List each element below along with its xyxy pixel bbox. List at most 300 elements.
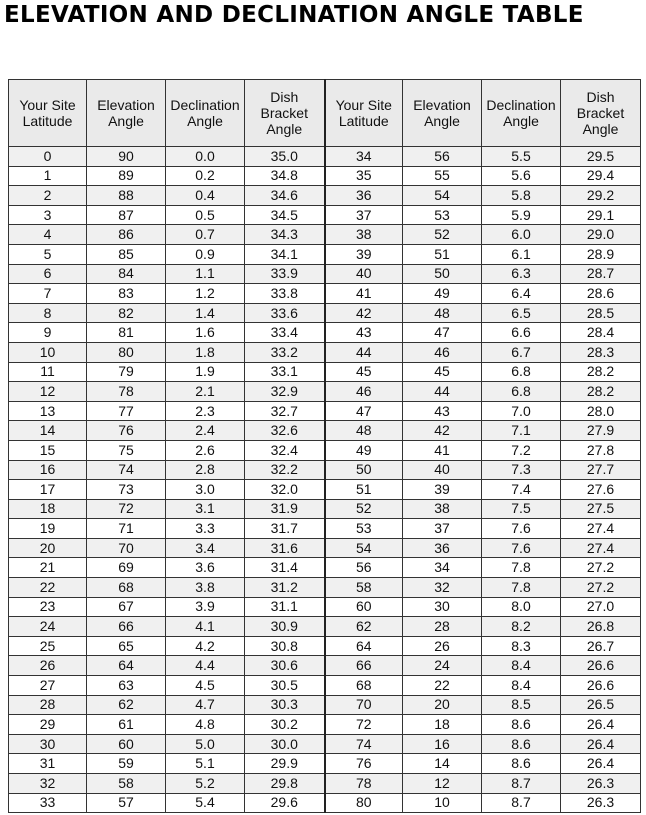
elevation-cell: 86 <box>87 225 166 245</box>
declination-cell: 1.8 <box>166 342 245 362</box>
latitude-cell: 0 <box>9 147 87 167</box>
dish-bracket-cell: 33.2 <box>245 342 325 362</box>
dish-bracket-cell: 30.2 <box>245 715 325 735</box>
header-label-line: Elevation <box>97 97 155 113</box>
latitude-cell: 80 <box>325 793 403 813</box>
header-declination-angle <box>166 80 245 147</box>
dish-bracket-cell: 28.5 <box>561 303 641 323</box>
latitude-cell: 20 <box>9 538 87 558</box>
elevation-cell: 26 <box>403 636 482 656</box>
dish-bracket-cell: 26.3 <box>561 774 641 794</box>
table-row <box>9 578 641 598</box>
table-row <box>9 382 641 402</box>
table-row <box>9 362 641 382</box>
header-label-line: Your Site <box>19 97 76 113</box>
declination-cell: 8.6 <box>482 754 561 774</box>
dish-bracket-cell: 29.1 <box>561 205 641 225</box>
declination-cell: 3.6 <box>166 558 245 578</box>
elevation-cell: 36 <box>403 538 482 558</box>
dish-bracket-cell: 29.6 <box>245 793 325 813</box>
elevation-cell: 71 <box>87 519 166 539</box>
page-title: ELEVATION AND DECLINATION ANGLE TABLE <box>4 2 584 28</box>
latitude-cell: 2 <box>9 186 87 206</box>
declination-cell: 3.0 <box>166 480 245 500</box>
dish-bracket-cell: 34.1 <box>245 244 325 264</box>
dish-bracket-cell: 34.8 <box>245 166 325 186</box>
dish-bracket-cell: 34.3 <box>245 225 325 245</box>
dish-bracket-cell: 28.7 <box>561 264 641 284</box>
header-label-line: Angle <box>108 113 144 129</box>
dish-bracket-cell: 35.0 <box>245 147 325 167</box>
latitude-cell: 9 <box>9 323 87 343</box>
declination-cell: 1.2 <box>166 284 245 304</box>
elevation-cell: 42 <box>403 421 482 441</box>
declination-cell: 5.0 <box>166 734 245 754</box>
table-row <box>9 303 641 323</box>
dish-bracket-cell: 34.5 <box>245 205 325 225</box>
latitude-cell: 5 <box>9 244 87 264</box>
dish-bracket-cell: 26.6 <box>561 656 641 676</box>
elevation-cell: 65 <box>87 636 166 656</box>
elevation-cell: 83 <box>87 284 166 304</box>
header-dish-bracket-angle-2 <box>561 80 641 147</box>
elevation-cell: 44 <box>403 382 482 402</box>
declination-cell: 8.2 <box>482 617 561 637</box>
dish-bracket-cell: 27.6 <box>561 480 641 500</box>
header-label-line: Angle <box>266 121 303 137</box>
latitude-cell: 19 <box>9 519 87 539</box>
latitude-cell: 72 <box>325 715 403 735</box>
table-row <box>9 636 641 656</box>
declination-cell: 2.4 <box>166 421 245 441</box>
latitude-cell: 46 <box>325 382 403 402</box>
dish-bracket-cell: 28.2 <box>561 382 641 402</box>
dish-bracket-cell: 28.9 <box>561 244 641 264</box>
dish-bracket-cell: 30.5 <box>245 676 325 696</box>
dish-bracket-cell: 31.4 <box>245 558 325 578</box>
dish-bracket-cell: 27.4 <box>561 519 641 539</box>
elevation-cell: 38 <box>403 499 482 519</box>
elevation-cell: 64 <box>87 656 166 676</box>
elevation-cell: 49 <box>403 284 482 304</box>
latitude-cell: 43 <box>325 323 403 343</box>
table-row <box>9 774 641 794</box>
declination-cell: 6.8 <box>482 382 561 402</box>
elevation-cell: 59 <box>87 754 166 774</box>
latitude-cell: 54 <box>325 538 403 558</box>
elevation-cell: 73 <box>87 480 166 500</box>
table-row <box>9 538 641 558</box>
elevation-cell: 60 <box>87 734 166 754</box>
header-label-line: Declination <box>486 97 556 113</box>
dish-bracket-cell: 27.2 <box>561 558 641 578</box>
elevation-cell: 43 <box>403 401 482 421</box>
dish-bracket-cell: 32.4 <box>245 440 325 460</box>
latitude-cell: 15 <box>9 440 87 460</box>
header-label-line: Bracket <box>576 105 625 121</box>
latitude-cell: 62 <box>325 617 403 637</box>
declination-cell: 7.3 <box>482 460 561 480</box>
table-row <box>9 597 641 617</box>
dish-bracket-cell: 31.2 <box>245 578 325 598</box>
latitude-cell: 13 <box>9 401 87 421</box>
elevation-cell: 84 <box>87 264 166 284</box>
latitude-cell: 33 <box>9 793 87 813</box>
dish-bracket-cell: 33.1 <box>245 362 325 382</box>
elevation-cell: 16 <box>403 734 482 754</box>
table-row <box>9 656 641 676</box>
latitude-cell: 16 <box>9 460 87 480</box>
dish-bracket-cell: 26.4 <box>561 754 641 774</box>
dish-bracket-cell: 33.9 <box>245 264 325 284</box>
dish-bracket-cell: 34.6 <box>245 186 325 206</box>
dish-bracket-cell: 29.9 <box>245 754 325 774</box>
table-header-row <box>9 80 641 147</box>
latitude-cell: 12 <box>9 382 87 402</box>
declination-cell: 8.7 <box>482 793 561 813</box>
dish-bracket-cell: 28.6 <box>561 284 641 304</box>
elevation-cell: 14 <box>403 754 482 774</box>
header-dish-bracket-angle <box>245 80 325 147</box>
latitude-cell: 52 <box>325 499 403 519</box>
table-body <box>9 147 641 813</box>
declination-cell: 4.7 <box>166 695 245 715</box>
elevation-cell: 76 <box>87 421 166 441</box>
elevation-cell: 10 <box>403 793 482 813</box>
latitude-cell: 34 <box>325 147 403 167</box>
dish-bracket-cell: 26.4 <box>561 715 641 735</box>
declination-cell: 4.8 <box>166 715 245 735</box>
header-label-line: Latitude <box>22 113 73 129</box>
elevation-cell: 37 <box>403 519 482 539</box>
elevation-cell: 22 <box>403 676 482 696</box>
elevation-cell: 51 <box>403 244 482 264</box>
declination-cell: 0.5 <box>166 205 245 225</box>
header-elevation-angle <box>87 80 166 147</box>
declination-cell: 6.3 <box>482 264 561 284</box>
elevation-cell: 82 <box>87 303 166 323</box>
declination-cell: 0.7 <box>166 225 245 245</box>
latitude-cell: 50 <box>325 460 403 480</box>
declination-cell: 3.8 <box>166 578 245 598</box>
table-row <box>9 695 641 715</box>
declination-cell: 3.4 <box>166 538 245 558</box>
latitude-cell: 30 <box>9 734 87 754</box>
header-declination-angle-2 <box>482 80 561 147</box>
declination-cell: 8.4 <box>482 676 561 696</box>
latitude-cell: 41 <box>325 284 403 304</box>
declination-cell: 0.9 <box>166 244 245 264</box>
dish-bracket-cell: 28.2 <box>561 362 641 382</box>
dish-bracket-cell: 30.8 <box>245 636 325 656</box>
latitude-cell: 39 <box>325 244 403 264</box>
angle-table <box>8 79 641 813</box>
declination-cell: 2.3 <box>166 401 245 421</box>
table-row <box>9 264 641 284</box>
latitude-cell: 47 <box>325 401 403 421</box>
header-elevation-angle-2 <box>403 80 482 147</box>
declination-cell: 2.6 <box>166 440 245 460</box>
declination-cell: 3.3 <box>166 519 245 539</box>
latitude-cell: 66 <box>325 656 403 676</box>
latitude-cell: 53 <box>325 519 403 539</box>
latitude-cell: 74 <box>325 734 403 754</box>
header-label-line: Declination <box>170 97 240 113</box>
dish-bracket-cell: 30.6 <box>245 656 325 676</box>
declination-cell: 3.9 <box>166 597 245 617</box>
elevation-cell: 67 <box>87 597 166 617</box>
declination-cell: 7.6 <box>482 519 561 539</box>
latitude-cell: 22 <box>9 578 87 598</box>
table-row <box>9 166 641 186</box>
latitude-cell: 78 <box>325 774 403 794</box>
latitude-cell: 21 <box>9 558 87 578</box>
latitude-cell: 6 <box>9 264 87 284</box>
latitude-cell: 64 <box>325 636 403 656</box>
declination-cell: 4.5 <box>166 676 245 696</box>
declination-cell: 0.4 <box>166 186 245 206</box>
elevation-cell: 88 <box>87 186 166 206</box>
latitude-cell: 37 <box>325 205 403 225</box>
dish-bracket-cell: 33.6 <box>245 303 325 323</box>
elevation-cell: 87 <box>87 205 166 225</box>
declination-cell: 0.2 <box>166 166 245 186</box>
latitude-cell: 51 <box>325 480 403 500</box>
dish-bracket-cell: 32.0 <box>245 480 325 500</box>
elevation-cell: 55 <box>403 166 482 186</box>
table-row <box>9 225 641 245</box>
latitude-cell: 10 <box>9 342 87 362</box>
latitude-cell: 23 <box>9 597 87 617</box>
latitude-cell: 76 <box>325 754 403 774</box>
declination-cell: 6.8 <box>482 362 561 382</box>
latitude-cell: 35 <box>325 166 403 186</box>
declination-cell: 7.0 <box>482 401 561 421</box>
declination-cell: 8.0 <box>482 597 561 617</box>
dish-bracket-cell: 31.9 <box>245 499 325 519</box>
latitude-cell: 18 <box>9 499 87 519</box>
header-label-line: Angle <box>503 113 539 129</box>
header-label-line: Bracket <box>260 105 308 121</box>
dish-bracket-cell: 32.7 <box>245 401 325 421</box>
table-row <box>9 186 641 206</box>
declination-cell: 8.3 <box>482 636 561 656</box>
table-row <box>9 519 641 539</box>
latitude-cell: 44 <box>325 342 403 362</box>
latitude-cell: 36 <box>325 186 403 206</box>
elevation-cell: 47 <box>403 323 482 343</box>
declination-cell: 7.8 <box>482 578 561 598</box>
table-row <box>9 205 641 225</box>
dish-bracket-cell: 26.4 <box>561 734 641 754</box>
table-row <box>9 421 641 441</box>
dish-bracket-cell: 28.3 <box>561 342 641 362</box>
elevation-cell: 28 <box>403 617 482 637</box>
latitude-cell: 40 <box>325 264 403 284</box>
declination-cell: 5.8 <box>482 186 561 206</box>
table-row <box>9 480 641 500</box>
latitude-cell: 68 <box>325 676 403 696</box>
header-label-line: Angle <box>187 113 223 129</box>
declination-cell: 5.2 <box>166 774 245 794</box>
latitude-cell: 26 <box>9 656 87 676</box>
dish-bracket-cell: 29.4 <box>561 166 641 186</box>
latitude-cell: 24 <box>9 617 87 637</box>
elevation-cell: 57 <box>87 793 166 813</box>
elevation-cell: 70 <box>87 538 166 558</box>
latitude-cell: 45 <box>325 362 403 382</box>
header-label-line: Dish <box>586 89 615 105</box>
table-row <box>9 676 641 696</box>
declination-cell: 3.1 <box>166 499 245 519</box>
elevation-cell: 62 <box>87 695 166 715</box>
elevation-cell: 40 <box>403 460 482 480</box>
dish-bracket-cell: 31.1 <box>245 597 325 617</box>
elevation-cell: 46 <box>403 342 482 362</box>
latitude-cell: 31 <box>9 754 87 774</box>
declination-cell: 5.9 <box>482 205 561 225</box>
elevation-cell: 69 <box>87 558 166 578</box>
latitude-cell: 25 <box>9 636 87 656</box>
table-row <box>9 244 641 264</box>
declination-cell: 6.1 <box>482 244 561 264</box>
declination-cell: 7.4 <box>482 480 561 500</box>
latitude-cell: 70 <box>325 695 403 715</box>
declination-cell: 7.5 <box>482 499 561 519</box>
declination-cell: 8.6 <box>482 715 561 735</box>
declination-cell: 6.0 <box>482 225 561 245</box>
dish-bracket-cell: 28.0 <box>561 401 641 421</box>
header-label-line: Latitude <box>338 113 389 129</box>
declination-cell: 7.2 <box>482 440 561 460</box>
declination-cell: 7.1 <box>482 421 561 441</box>
declination-cell: 4.1 <box>166 617 245 637</box>
latitude-cell: 7 <box>9 284 87 304</box>
declination-cell: 6.4 <box>482 284 561 304</box>
elevation-cell: 72 <box>87 499 166 519</box>
dish-bracket-cell: 26.5 <box>561 695 641 715</box>
dish-bracket-cell: 30.3 <box>245 695 325 715</box>
latitude-cell: 56 <box>325 558 403 578</box>
elevation-cell: 80 <box>87 342 166 362</box>
elevation-cell: 68 <box>87 578 166 598</box>
elevation-cell: 61 <box>87 715 166 735</box>
elevation-cell: 39 <box>403 480 482 500</box>
elevation-cell: 53 <box>403 205 482 225</box>
table-row <box>9 284 641 304</box>
elevation-cell: 85 <box>87 244 166 264</box>
declination-cell: 7.6 <box>482 538 561 558</box>
declination-cell: 4.4 <box>166 656 245 676</box>
table-row <box>9 499 641 519</box>
table-row <box>9 734 641 754</box>
table-row <box>9 617 641 637</box>
latitude-cell: 58 <box>325 578 403 598</box>
dish-bracket-cell: 27.5 <box>561 499 641 519</box>
table-row <box>9 754 641 774</box>
declination-cell: 8.6 <box>482 734 561 754</box>
table-row <box>9 147 641 167</box>
elevation-cell: 32 <box>403 578 482 598</box>
dish-bracket-cell: 26.6 <box>561 676 641 696</box>
declination-cell: 5.5 <box>482 147 561 167</box>
table-row <box>9 558 641 578</box>
latitude-cell: 4 <box>9 225 87 245</box>
declination-cell: 5.4 <box>166 793 245 813</box>
latitude-cell: 38 <box>325 225 403 245</box>
header-label-line: Elevation <box>413 97 471 113</box>
elevation-cell: 77 <box>87 401 166 421</box>
elevation-cell: 58 <box>87 774 166 794</box>
declination-cell: 5.6 <box>482 166 561 186</box>
declination-cell: 1.1 <box>166 264 245 284</box>
table-row <box>9 323 641 343</box>
elevation-cell: 78 <box>87 382 166 402</box>
dish-bracket-cell: 31.7 <box>245 519 325 539</box>
elevation-cell: 50 <box>403 264 482 284</box>
dish-bracket-cell: 32.2 <box>245 460 325 480</box>
dish-bracket-cell: 27.9 <box>561 421 641 441</box>
elevation-cell: 24 <box>403 656 482 676</box>
elevation-cell: 30 <box>403 597 482 617</box>
latitude-cell: 29 <box>9 715 87 735</box>
header-site-latitude <box>9 80 87 147</box>
dish-bracket-cell: 26.8 <box>561 617 641 637</box>
elevation-cell: 54 <box>403 186 482 206</box>
dish-bracket-cell: 27.8 <box>561 440 641 460</box>
elevation-cell: 89 <box>87 166 166 186</box>
declination-cell: 6.7 <box>482 342 561 362</box>
elevation-cell: 45 <box>403 362 482 382</box>
elevation-cell: 79 <box>87 362 166 382</box>
dish-bracket-cell: 28.4 <box>561 323 641 343</box>
declination-cell: 7.8 <box>482 558 561 578</box>
elevation-cell: 41 <box>403 440 482 460</box>
dish-bracket-cell: 33.8 <box>245 284 325 304</box>
declination-cell: 6.6 <box>482 323 561 343</box>
declination-cell: 0.0 <box>166 147 245 167</box>
dish-bracket-cell: 26.3 <box>561 793 641 813</box>
header-site-latitude-2 <box>325 80 403 147</box>
header-label-line: Your Site <box>335 97 392 113</box>
dish-bracket-cell: 26.7 <box>561 636 641 656</box>
dish-bracket-cell: 30.9 <box>245 617 325 637</box>
latitude-cell: 49 <box>325 440 403 460</box>
declination-cell: 4.2 <box>166 636 245 656</box>
declination-cell: 8.4 <box>482 656 561 676</box>
latitude-cell: 3 <box>9 205 87 225</box>
table-row <box>9 715 641 735</box>
declination-cell: 1.6 <box>166 323 245 343</box>
latitude-cell: 42 <box>325 303 403 323</box>
latitude-cell: 28 <box>9 695 87 715</box>
dish-bracket-cell: 32.9 <box>245 382 325 402</box>
elevation-cell: 20 <box>403 695 482 715</box>
elevation-cell: 90 <box>87 147 166 167</box>
dish-bracket-cell: 32.6 <box>245 421 325 441</box>
latitude-cell: 27 <box>9 676 87 696</box>
latitude-cell: 32 <box>9 774 87 794</box>
table-row <box>9 440 641 460</box>
dish-bracket-cell: 30.0 <box>245 734 325 754</box>
latitude-cell: 17 <box>9 480 87 500</box>
latitude-cell: 48 <box>325 421 403 441</box>
latitude-cell: 14 <box>9 421 87 441</box>
table-row <box>9 342 641 362</box>
dish-bracket-cell: 29.8 <box>245 774 325 794</box>
latitude-cell: 8 <box>9 303 87 323</box>
elevation-cell: 48 <box>403 303 482 323</box>
